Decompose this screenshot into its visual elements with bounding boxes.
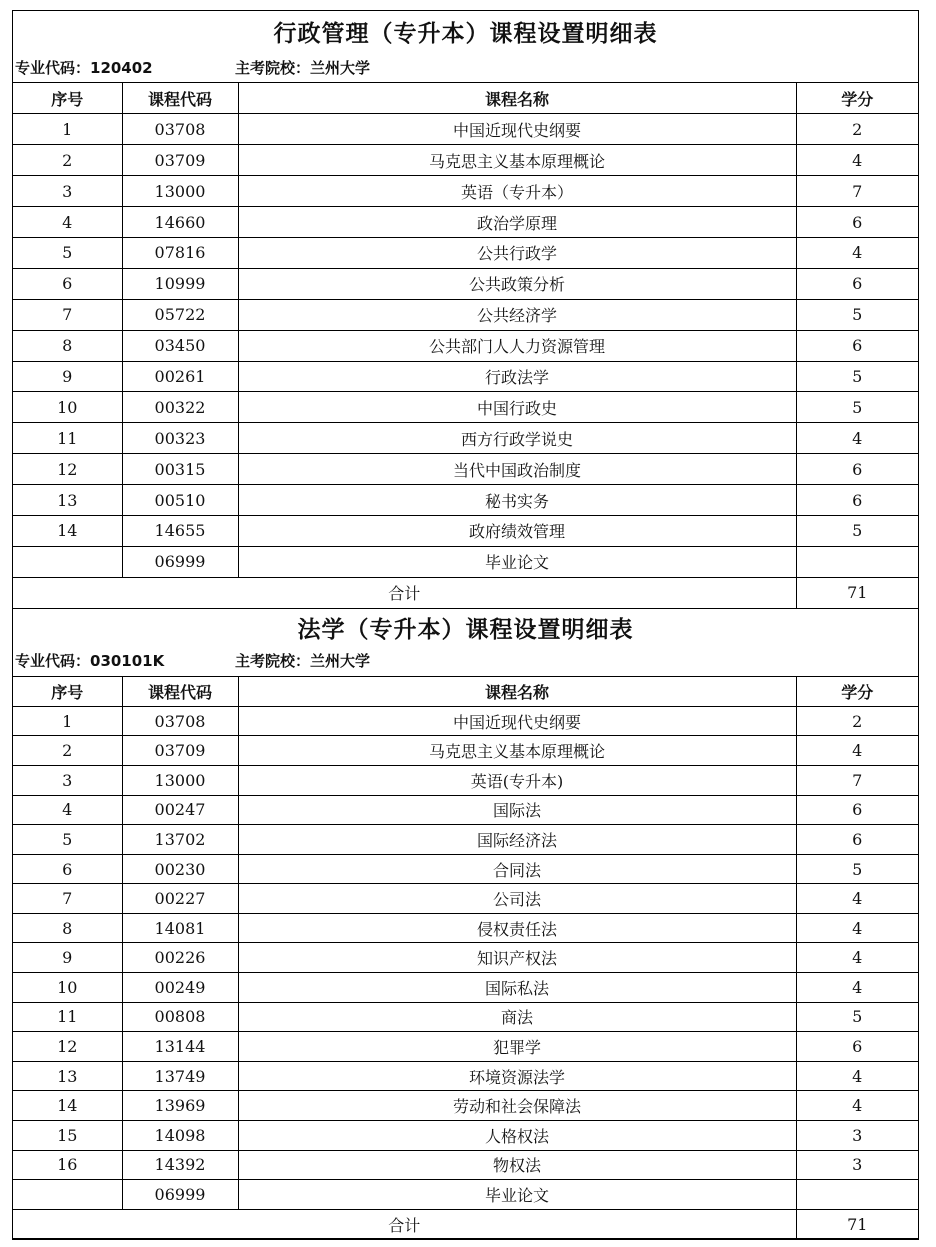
course-name: 毕业论文 (238, 1180, 796, 1210)
course-name: 环境资源法学 (238, 1061, 796, 1091)
course-credit: 6 (796, 454, 918, 485)
course-credit: 6 (796, 795, 918, 825)
row-index: 9 (13, 943, 122, 973)
course-code: 03450 (122, 330, 238, 361)
table-row (13, 854, 918, 884)
row-index: 10 (13, 392, 122, 423)
course-credit: 5 (796, 361, 918, 392)
row-index (13, 546, 122, 577)
course-code: 00247 (122, 795, 238, 825)
row-index: 4 (13, 795, 122, 825)
table-row (13, 765, 918, 795)
course-code: 13702 (122, 825, 238, 855)
course-code: 00249 (122, 973, 238, 1003)
course-credit: 4 (796, 884, 918, 914)
course-name: 秘书实务 (238, 485, 796, 516)
course-credit: 6 (796, 207, 918, 238)
course-code: 06999 (122, 546, 238, 577)
course-name: 中国近现代史纲要 (238, 706, 796, 736)
row-index: 7 (13, 884, 122, 914)
course-credit: 6 (796, 330, 918, 361)
row-index: 13 (13, 485, 122, 516)
course-name: 当代中国政治制度 (238, 454, 796, 485)
table-row (13, 361, 918, 392)
table-row (13, 795, 918, 825)
course-name: 英语(专升本) (238, 765, 796, 795)
course-name: 物权法 (238, 1150, 796, 1180)
course-name: 政府绩效管理 (238, 515, 796, 546)
row-index: 5 (13, 825, 122, 855)
table-row (13, 145, 918, 176)
course-name: 劳动和社会保障法 (238, 1091, 796, 1121)
table-row (13, 1032, 918, 1062)
header-cell: 学分 (796, 677, 918, 707)
header-cell: 序号 (13, 677, 122, 707)
table-row (13, 1002, 918, 1032)
course-credit: 2 (796, 706, 918, 736)
course-code: 05722 (122, 299, 238, 330)
major-code: 专业代码：120402 (15, 58, 153, 77)
course-sheet (12, 10, 919, 1240)
row-index: 15 (13, 1121, 122, 1151)
row-index: 12 (13, 454, 122, 485)
total-credits: 71 (796, 1209, 918, 1239)
course-name: 国际法 (238, 795, 796, 825)
row-index: 8 (13, 330, 122, 361)
course-code: 00323 (122, 423, 238, 454)
course-name: 英语（专升本） (238, 176, 796, 207)
course-code: 03708 (122, 706, 238, 736)
table-row (13, 913, 918, 943)
course-credit: 3 (796, 1150, 918, 1180)
course-code: 13000 (122, 176, 238, 207)
course-credit (796, 546, 918, 577)
course-code: 06999 (122, 1180, 238, 1210)
course-credit: 6 (796, 485, 918, 516)
table-row (13, 884, 918, 914)
table-row (13, 485, 918, 516)
row-index: 13 (13, 1061, 122, 1091)
row-index: 10 (13, 973, 122, 1003)
row-index: 3 (13, 176, 122, 207)
total-label: 合计 (13, 577, 796, 608)
course-name: 公共行政学 (238, 237, 796, 268)
course-credit: 5 (796, 854, 918, 884)
course-credit: 7 (796, 176, 918, 207)
header-cell: 课程代码 (122, 677, 238, 707)
table-row (13, 392, 918, 423)
header-cell: 序号 (13, 83, 122, 114)
table-row (13, 736, 918, 766)
exam-school: 主考院校：兰州大学 (235, 58, 371, 77)
course-code: 07816 (122, 237, 238, 268)
course-credit: 5 (796, 1002, 918, 1032)
course-code: 00227 (122, 884, 238, 914)
total-row (13, 577, 918, 608)
course-credit: 4 (796, 145, 918, 176)
course-code: 00510 (122, 485, 238, 516)
row-index: 12 (13, 1032, 122, 1062)
row-index: 7 (13, 299, 122, 330)
course-credit: 4 (796, 736, 918, 766)
total-row (13, 1209, 918, 1239)
row-index: 1 (13, 114, 122, 145)
course-name: 行政法学 (238, 361, 796, 392)
table-row (13, 1150, 918, 1180)
table-row (13, 114, 918, 145)
course-credit: 4 (796, 973, 918, 1003)
course-name: 犯罪学 (238, 1032, 796, 1062)
course-credit: 2 (796, 114, 918, 145)
course-credit: 4 (796, 423, 918, 454)
course-name: 国际经济法 (238, 825, 796, 855)
row-index (13, 1180, 122, 1210)
row-index: 4 (13, 207, 122, 238)
course-name: 毕业论文 (238, 546, 796, 577)
course-code: 03709 (122, 145, 238, 176)
course-credit: 4 (796, 913, 918, 943)
course-code: 00230 (122, 854, 238, 884)
course-code: 13000 (122, 765, 238, 795)
row-index: 6 (13, 268, 122, 299)
row-index: 9 (13, 361, 122, 392)
course-code: 03708 (122, 114, 238, 145)
course-name: 西方行政学说史 (238, 423, 796, 454)
course-code: 14655 (122, 515, 238, 546)
row-index: 1 (13, 706, 122, 736)
course-code: 13144 (122, 1032, 238, 1062)
table-row (13, 423, 918, 454)
course-credit: 3 (796, 1121, 918, 1151)
total-label: 合计 (13, 1209, 796, 1239)
course-name: 公共政策分析 (238, 268, 796, 299)
course-name: 合同法 (238, 854, 796, 884)
table-row (13, 1121, 918, 1151)
table-meta (13, 646, 918, 677)
row-index: 5 (13, 237, 122, 268)
course-credit: 4 (796, 237, 918, 268)
table-title: 行政管理（专升本）课程设置明细表 (273, 21, 658, 47)
header-cell: 课程名称 (238, 677, 796, 707)
course-name: 人格权法 (238, 1121, 796, 1151)
course-name: 公共经济学 (238, 299, 796, 330)
course-code: 03709 (122, 736, 238, 766)
course-code: 10999 (122, 268, 238, 299)
table-row (13, 176, 918, 207)
table-row (13, 706, 918, 736)
course-credit: 5 (796, 392, 918, 423)
table-row (13, 1180, 918, 1210)
table-row (13, 237, 918, 268)
table-row (13, 454, 918, 485)
header-cell: 课程名称 (238, 83, 796, 114)
course-name: 公共部门人人力资源管理 (238, 330, 796, 361)
header-cell: 学分 (796, 83, 918, 114)
course-code: 00261 (122, 361, 238, 392)
course-code: 00315 (122, 454, 238, 485)
course-credit: 5 (796, 299, 918, 330)
course-name: 中国行政史 (238, 392, 796, 423)
table-row (13, 330, 918, 361)
course-name: 侵权责任法 (238, 913, 796, 943)
course-code: 13749 (122, 1061, 238, 1091)
course-credit: 6 (796, 268, 918, 299)
row-index: 16 (13, 1150, 122, 1180)
course-code: 14081 (122, 913, 238, 943)
exam-school: 主考院校：兰州大学 (235, 652, 371, 671)
table-row (13, 943, 918, 973)
table-title: 法学（专升本）课程设置明细表 (297, 616, 634, 643)
row-index: 11 (13, 1002, 122, 1032)
table-row (13, 973, 918, 1003)
row-index: 14 (13, 1091, 122, 1121)
course-code: 00226 (122, 943, 238, 973)
row-index: 6 (13, 854, 122, 884)
table-row (13, 515, 918, 546)
course-credit: 6 (796, 1032, 918, 1062)
course-code: 13969 (122, 1091, 238, 1121)
table-row (13, 299, 918, 330)
course-name: 知识产权法 (238, 943, 796, 973)
row-index: 14 (13, 515, 122, 546)
table-row (13, 268, 918, 299)
course-code: 14098 (122, 1121, 238, 1151)
course-credit: 7 (796, 765, 918, 795)
course-credit: 4 (796, 943, 918, 973)
course-code: 00322 (122, 392, 238, 423)
course-code: 14660 (122, 207, 238, 238)
course-name: 马克思主义基本原理概论 (238, 736, 796, 766)
course-name: 公司法 (238, 884, 796, 914)
table-row (13, 825, 918, 855)
course-code: 14392 (122, 1150, 238, 1180)
table-row (13, 546, 918, 577)
course-name: 国际私法 (238, 973, 796, 1003)
row-index: 11 (13, 423, 122, 454)
table-row (13, 207, 918, 238)
course-name: 中国近现代史纲要 (238, 114, 796, 145)
course-credit: 4 (796, 1061, 918, 1091)
row-index: 2 (13, 145, 122, 176)
course-code: 00808 (122, 1002, 238, 1032)
table-row (13, 1091, 918, 1121)
header-row (13, 83, 918, 114)
course-credit: 5 (796, 515, 918, 546)
table-body (13, 83, 918, 608)
course-table (13, 677, 918, 1240)
header-row (13, 677, 918, 707)
row-index: 3 (13, 765, 122, 795)
course-table (13, 83, 918, 609)
course-credit: 4 (796, 1091, 918, 1121)
total-credits: 71 (796, 577, 918, 608)
course-credit: 6 (796, 825, 918, 855)
major-code: 专业代码：030101K (15, 652, 165, 671)
table-meta (13, 52, 918, 83)
table-body (13, 677, 918, 1239)
course-credit (796, 1180, 918, 1210)
course-name: 政治学原理 (238, 207, 796, 238)
row-index: 8 (13, 913, 122, 943)
course-name: 商法 (238, 1002, 796, 1032)
row-index: 2 (13, 736, 122, 766)
header-cell: 课程代码 (122, 83, 238, 114)
course-name: 马克思主义基本原理概论 (238, 145, 796, 176)
table-row (13, 1061, 918, 1091)
